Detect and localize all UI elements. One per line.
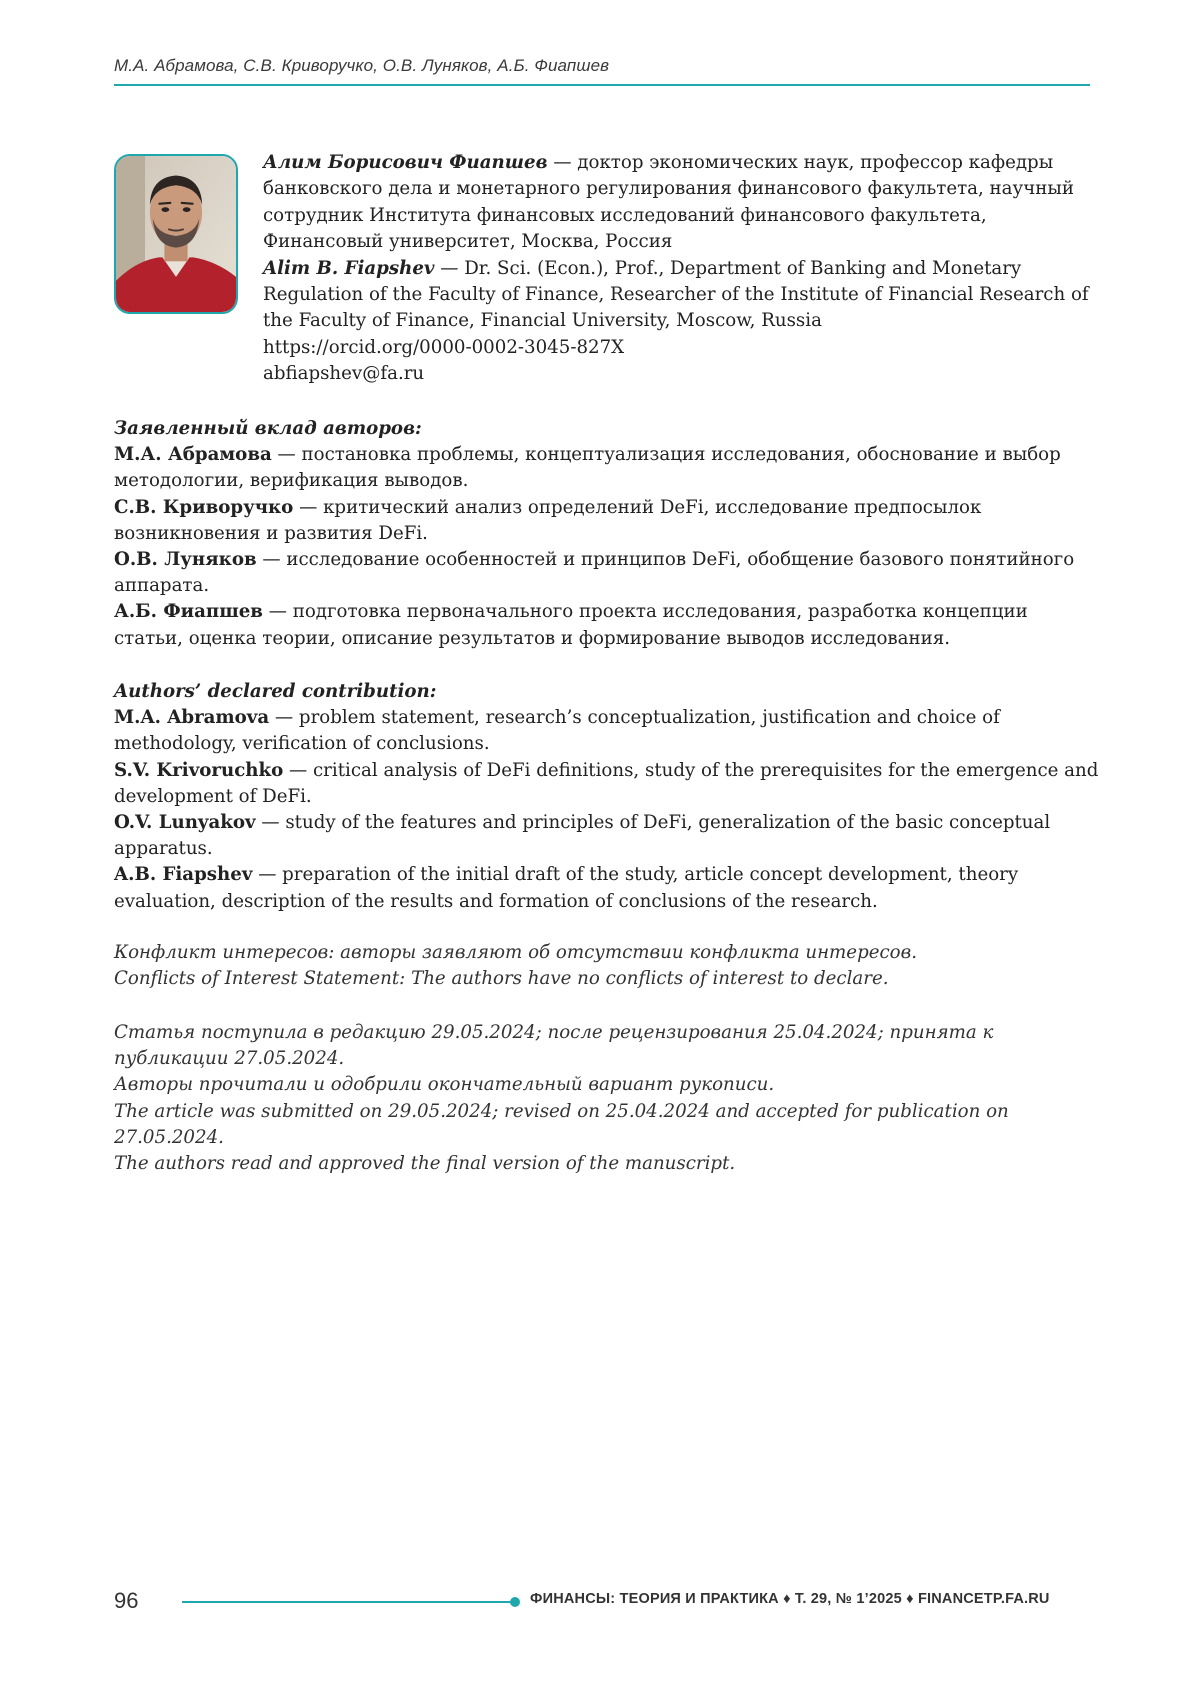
dates-ru-approved: Авторы прочитали и одобрили окончательный вариант рукописи.	[114, 1074, 775, 1096]
bio-en-name: Alim B. Fiapshev	[263, 257, 435, 279]
contribution-text: — critical analysis of DeFi definitions, study of the prerequisites for the emergence and development of DeFi.	[114, 759, 1099, 807]
contribution-author: М.А. Абрамова	[114, 444, 272, 466]
contribution-text: — preparation of the initial draft of the study, article concept development, theory evaluation, description of the results and formation of conclusions of the research.	[114, 864, 1019, 912]
bio-ru-text: — доктор экономических наук, профессор кафедры банковского дела и монетарного регулирования финансового факультета, научный сотрудник Института финансовых исследований финансового факультета, Финансовый университет, Москва, Россия	[263, 152, 1074, 253]
contribution-author: M.A. Abramova	[114, 707, 270, 729]
contribution-text: — problem statement, research’s conceptualization, justification and choice of methodology, verification of conclusions.	[114, 707, 1000, 755]
contribution-text: — критический анализ определений DeFi, исследование предпосылок возникновения и развития DeFi.	[114, 496, 982, 544]
bio-ru	[263, 150, 1097, 256]
contribution-author: A.B. Fiapshev	[114, 864, 253, 886]
conflicts-ru: Конфликт интересов: авторы заявляют об отсутствии конфликта интересов.	[114, 942, 917, 963]
header-rule	[114, 84, 1090, 86]
journal-footer: ФИНАНСЫ: ТЕОРИЯ И ПРАКТИКА ♦ Т. 29, № 1’2025 ♦ FINANCETP.FA.RU	[530, 1591, 1050, 1607]
contribution-item	[114, 442, 1099, 494]
bio-ru-name: Алим Борисович Фиапшев	[263, 152, 548, 173]
orcid-link[interactable]: https://orcid.org/0000-0002-3045-827X	[263, 336, 625, 358]
contribution-text: — подготовка первоначального проекта исследования, разработка концепции статьи, оценка теории, описание результатов и формирование выводов исследования.	[114, 601, 1028, 649]
contribution-ru-heading: Заявленный вклад авторов:	[114, 418, 422, 439]
conflicts-en: Conflicts of Interest Statement: The authors have no conflicts of interest to declare.	[114, 968, 889, 990]
author-bio	[263, 150, 1097, 388]
dates-en-received: The article was submitted on 29.05.2024; revised on 25.04.2024 and accepted for publication on 27.05.2024.	[114, 1100, 1009, 1148]
dates-en-approved: The authors read and approved the final version of the manuscript.	[114, 1153, 736, 1175]
footer-rule	[182, 1601, 514, 1603]
author-photo	[114, 154, 238, 314]
footer-dot	[510, 1597, 520, 1607]
contribution-en	[114, 679, 1099, 915]
contribution-author: С.В. Криворучко	[114, 496, 294, 518]
contribution-text: — постановка проблемы, концептуализация исследования, обоснование и выбор методологии, верификация выводов.	[114, 444, 1061, 492]
contribution-item	[114, 862, 1099, 914]
contribution-item	[114, 810, 1099, 862]
bio-en	[263, 256, 1097, 335]
contribution-author: А.Б. Фиапшев	[114, 601, 263, 623]
article-dates	[114, 1020, 1099, 1177]
contribution-item	[114, 758, 1099, 810]
contribution-author: О.В. Луняков	[114, 549, 257, 571]
dates-ru-received: Статья поступила в редакцию 29.05.2024; после рецензирования 25.04.2024; принята к публикации 27.05.2024.	[114, 1022, 994, 1070]
page-number: 96	[114, 1588, 139, 1613]
bio-en-text: — Dr. Sci. (Econ.), Prof., Department of Banking and Monetary Regulation of the Faculty of Finance, Researcher of the Institute of Financial Research of the Faculty of Finance, Financial University, Moscow, Russia	[263, 257, 1089, 332]
running-head: М.А. Абрамова, С.В. Криворучко, О.В. Луняков, А.Б. Фиапшев	[114, 56, 610, 75]
contribution-item	[114, 547, 1099, 599]
contribution-item	[114, 495, 1099, 547]
contribution-author: O.V. Lunyakov	[114, 812, 256, 834]
contribution-author: S.V. Krivoruchko	[114, 759, 284, 781]
contribution-en-heading: Authors’ declared contribution:	[114, 681, 437, 702]
contribution-item	[114, 705, 1099, 757]
conflicts-statement	[114, 940, 1099, 992]
contribution-text: — study of the features and principles of DeFi, generalization of the basic conceptual apparatus.	[114, 812, 1051, 860]
contribution-ru	[114, 416, 1099, 652]
email-link[interactable]: abfiapshev@fa.ru	[263, 363, 425, 385]
contribution-text: — исследование особенностей и принципов DeFi, обобщение базового понятийного аппарата.	[114, 549, 1075, 597]
contribution-item	[114, 599, 1099, 651]
